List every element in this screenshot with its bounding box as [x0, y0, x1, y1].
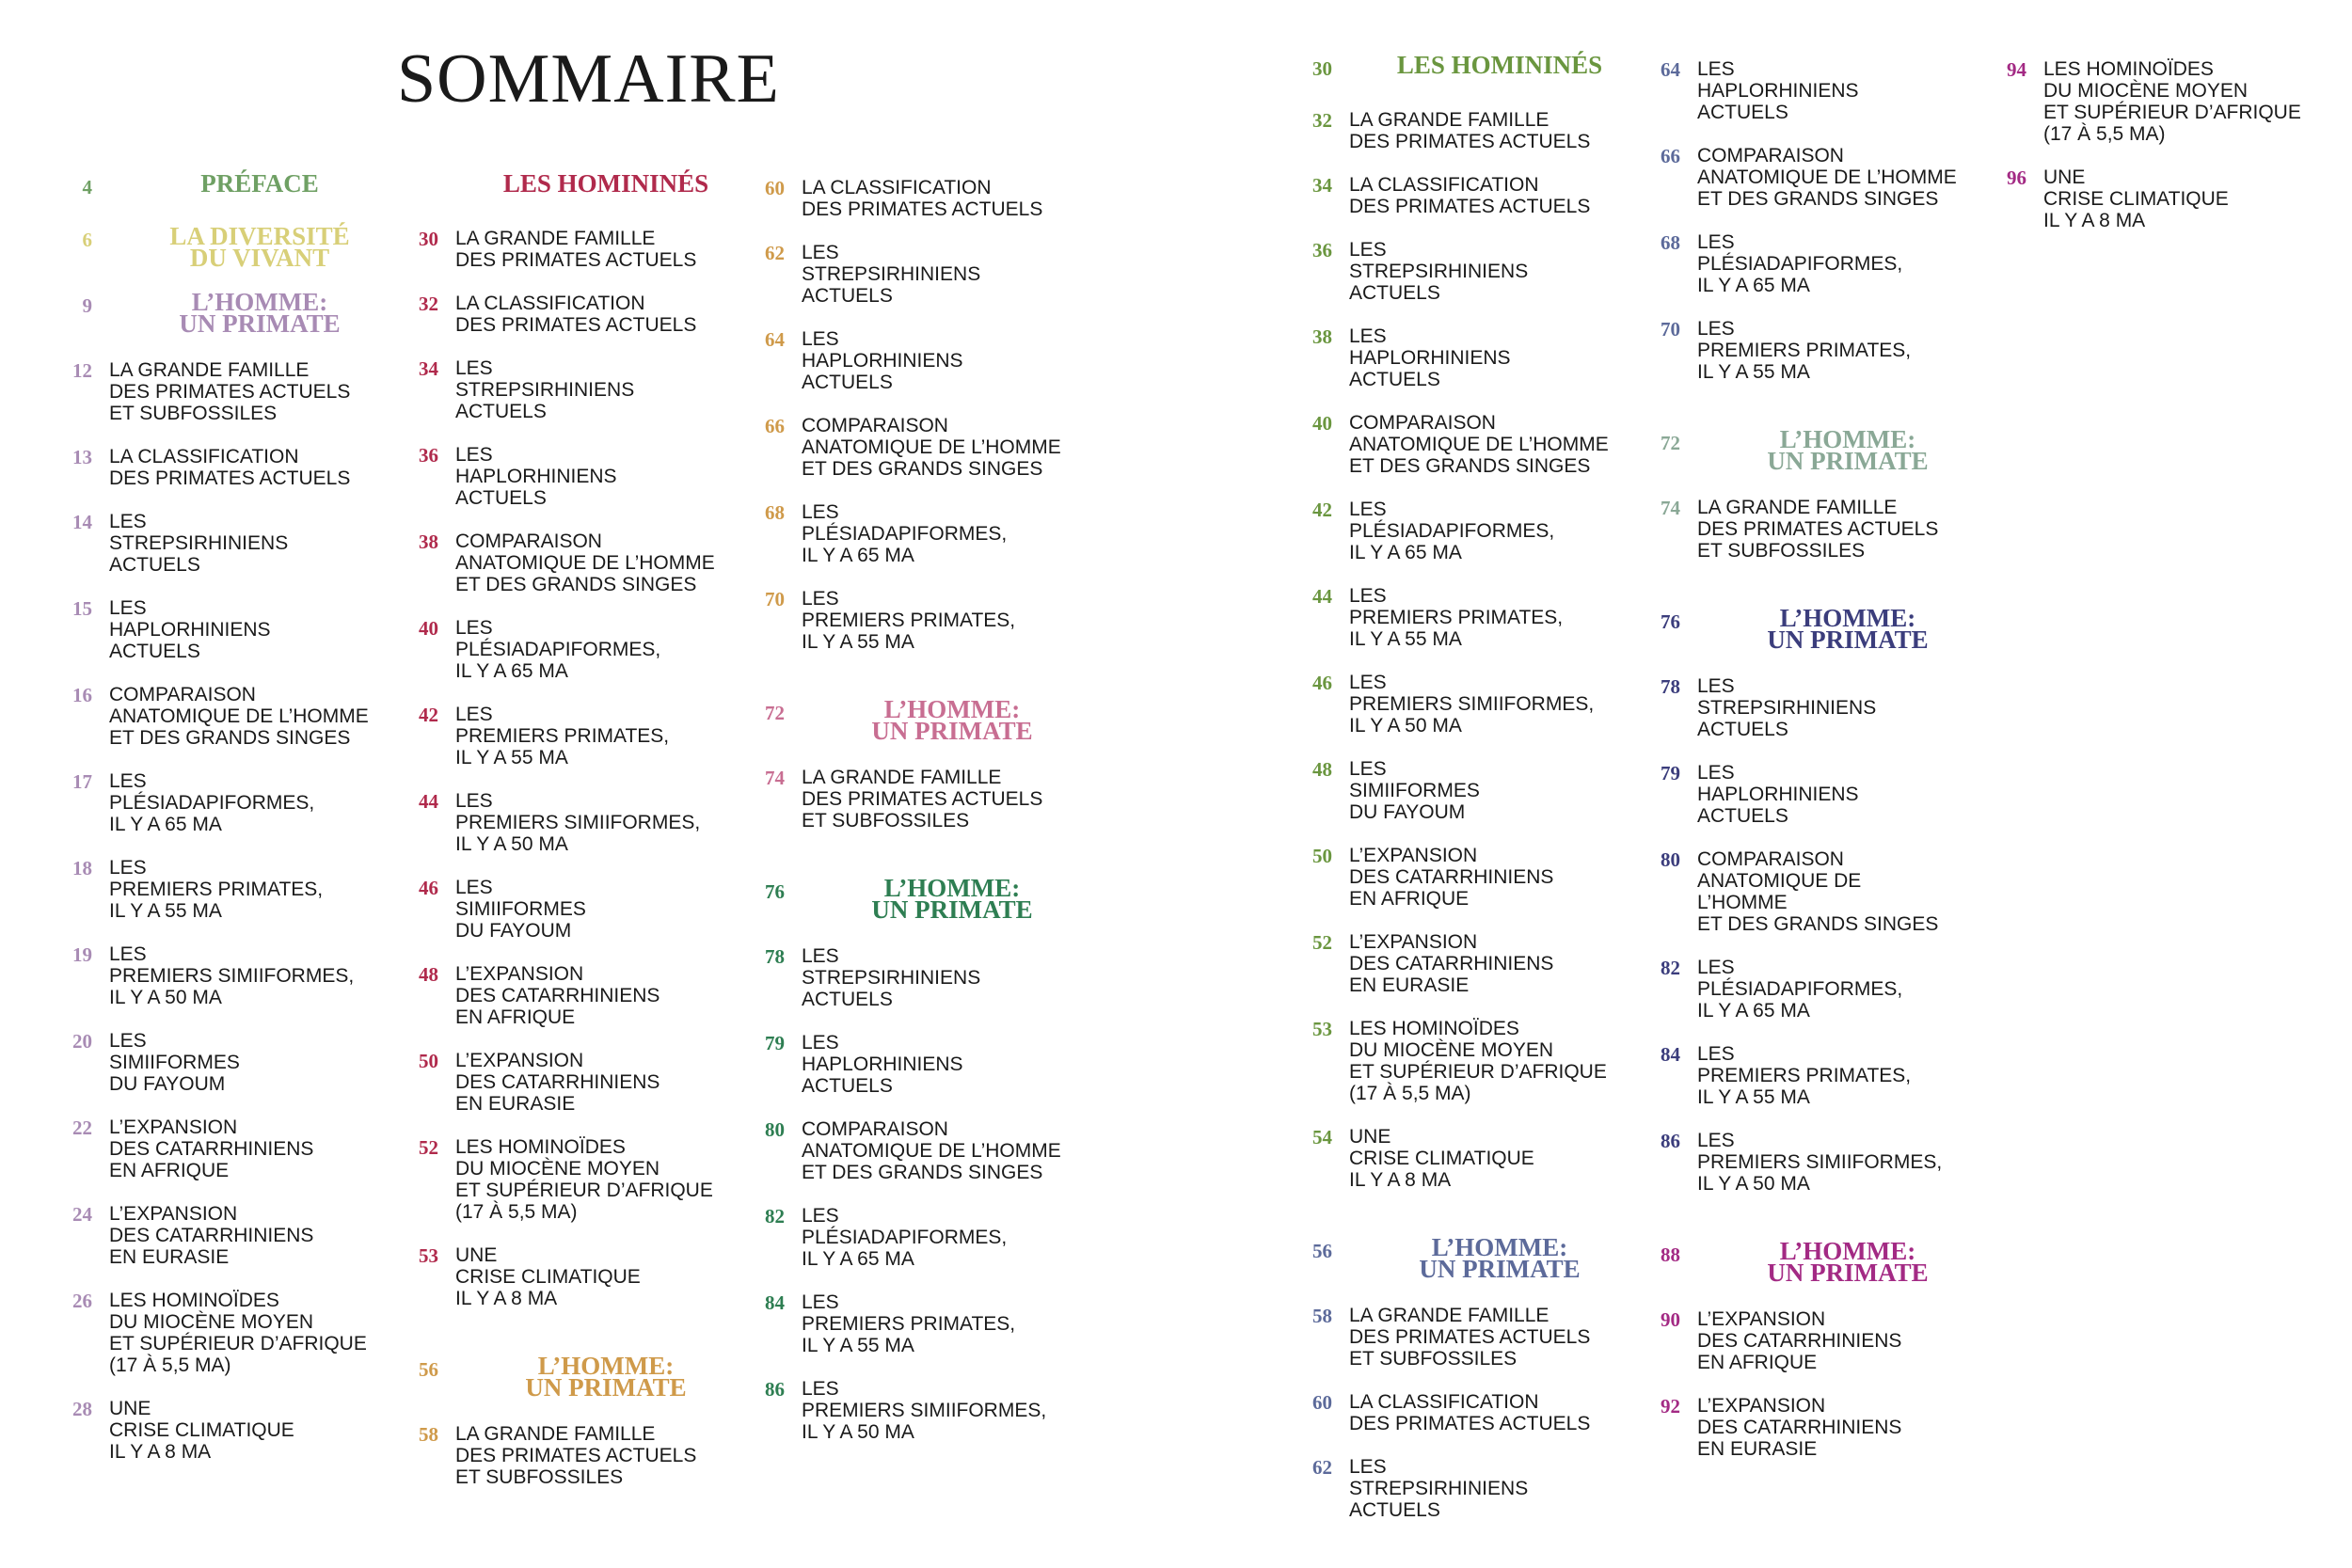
entry-title: LA GRANDE FAMILLE DES PRIMATES ACTUELS ET SUBFOSSILES — [1349, 1305, 1591, 1370]
entry-title: UNE CRISE CLIMATIQUE IL Y A 8 MA — [1349, 1126, 1534, 1191]
section-page-number: 76 — [765, 880, 785, 903]
entry-title: COMPARAISON ANATOMIQUE DE L’HOMME ET DES GRANDS SINGES — [109, 684, 369, 749]
entry-title: LES HOMINOÏDES DU MIOCÈNE MOYEN ET SUPÉRIEUR D’AFRIQUE (17 À 5,5 MA) — [109, 1290, 367, 1376]
entry-title: COMPARAISON ANATOMIQUE DE L’HOMME ET DES GRANDS SINGES — [802, 415, 1061, 480]
entry-page-number: 79 — [1661, 762, 1680, 784]
entry-page-number: 60 — [1312, 1391, 1332, 1414]
entry-page-number: 74 — [1661, 497, 1680, 519]
entry-title: COMPARAISON ANATOMIQUE DE L’HOMME ET DES GRANDS SINGES — [802, 1118, 1061, 1183]
entry-title: LES PREMIERS PRIMATES, IL Y A 55 MA — [109, 857, 324, 922]
entry-page-number: 46 — [419, 877, 438, 899]
entry-page-number: 14 — [72, 511, 92, 533]
entry-title: LES PREMIERS PRIMATES, IL Y A 55 MA — [1349, 585, 1564, 650]
entry-title: LES SIMIIFORMES DU FAYOUM — [109, 1030, 240, 1095]
section-title: LES HOMININÉS — [502, 169, 709, 198]
entry-page-number: 70 — [1661, 318, 1680, 341]
section-page-number: 56 — [1312, 1240, 1332, 1262]
section-page-number: 76 — [1661, 610, 1680, 633]
entry-title: LA GRANDE FAMILLE DES PRIMATES ACTUELS ET SUBFOSSILES — [455, 1423, 697, 1488]
entry-page-number: 79 — [765, 1032, 785, 1054]
entry-page-number: 34 — [419, 357, 438, 380]
entry-title: LES PREMIERS SIMIIFORMES, IL Y A 50 MA — [1697, 1130, 1943, 1195]
entry-title: LA CLASSIFICATION DES PRIMATES ACTUELS — [1349, 174, 1591, 217]
entry-page-number: 40 — [419, 617, 438, 640]
entry-page-number: 84 — [765, 1291, 785, 1314]
entry-title: LES HAPLORHINIENS ACTUELS — [1697, 762, 1859, 827]
entry-title: LES STREPSIRHINIENS ACTUELS — [1349, 1456, 1529, 1521]
entry-page-number: 64 — [765, 328, 785, 351]
entry-page-number: 80 — [1661, 848, 1680, 871]
entry-page-number: 78 — [1661, 675, 1680, 698]
entry-page-number: 38 — [1312, 325, 1332, 348]
entry-title: L’EXPANSION DES CATARRHINIENS EN AFRIQUE — [455, 963, 660, 1028]
entry-title: LES PREMIERS SIMIIFORMES, IL Y A 50 MA — [109, 943, 355, 1008]
section-page-number: 88 — [1661, 1243, 1680, 1266]
entry-page-number: 50 — [1312, 845, 1332, 867]
entry-page-number: 20 — [72, 1030, 92, 1053]
entry-title: LA GRANDE FAMILLE DES PRIMATES ACTUELS ET SUBFOSSILES — [1697, 497, 1939, 562]
entry-title: LES HOMINOÏDES DU MIOCÈNE MOYEN ET SUPÉRIEUR D’AFRIQUE (17 À 5,5 MA) — [1349, 1018, 1607, 1104]
entry-title: LA CLASSIFICATION DES PRIMATES ACTUELS — [455, 293, 697, 336]
entry-title: LES PREMIERS SIMIIFORMES, IL Y A 50 MA — [455, 790, 701, 855]
entry-title: LES STREPSIRHINIENS ACTUELS — [109, 511, 289, 576]
entry-page-number: 46 — [1312, 672, 1332, 694]
entry-page-number: 58 — [1312, 1305, 1332, 1327]
entry-page-number: 18 — [72, 857, 92, 879]
section-title: L’HOMME: UN PRIMATE — [1767, 425, 1929, 475]
entry-title: LES STREPSIRHINIENS ACTUELS — [802, 945, 981, 1010]
section-title: LA DIVERSITÉ DU VIVANT — [169, 222, 350, 272]
entry-title: LES HAPLORHINIENS ACTUELS — [1349, 325, 1511, 390]
entry-page-number: 48 — [419, 963, 438, 986]
entry-page-number: 52 — [419, 1136, 438, 1159]
entry-page-number: 66 — [765, 415, 785, 437]
entry-page-number: 84 — [1661, 1043, 1680, 1066]
entry-title: LA GRANDE FAMILLE DES PRIMATES ACTUELS ET SUBFOSSILES — [802, 767, 1043, 832]
section-title: L’HOMME: UN PRIMATE — [1767, 1237, 1929, 1287]
entry-title: LES SIMIIFORMES DU FAYOUM — [1349, 758, 1480, 823]
entry-page-number: 28 — [72, 1398, 92, 1420]
page-title: SOMMAIRE — [397, 40, 780, 118]
entry-title: LES SIMIIFORMES DU FAYOUM — [455, 877, 586, 942]
entry-page-number: 68 — [1661, 231, 1680, 254]
entry-title: LES HOMINOÏDES DU MIOCÈNE MOYEN ET SUPÉRIEUR D’AFRIQUE (17 À 5,5 MA) — [2043, 58, 2301, 145]
entry-page-number: 74 — [765, 767, 785, 789]
entry-page-number: 53 — [419, 1244, 438, 1267]
entry-page-number: 17 — [72, 770, 92, 793]
entry-page-number: 19 — [72, 943, 92, 966]
section-title: LES HOMININÉS — [1396, 51, 1603, 79]
entry-title: L’EXPANSION DES CATARRHINIENS EN EURASIE — [1349, 931, 1554, 996]
entry-page-number: 52 — [1312, 931, 1332, 954]
entry-title: LES PLÉSIADAPIFORMES, IL Y A 65 MA — [109, 770, 315, 835]
entry-title: LA CLASSIFICATION DES PRIMATES ACTUELS — [1349, 1391, 1591, 1434]
entry-page-number: 30 — [419, 228, 438, 250]
entry-title: LES STREPSIRHINIENS ACTUELS — [802, 242, 981, 307]
entry-title: LA GRANDE FAMILLE DES PRIMATES ACTUELS — [455, 228, 697, 271]
entry-title: L’EXPANSION DES CATARRHINIENS EN EURASIE — [109, 1203, 314, 1268]
entry-page-number: 26 — [72, 1290, 92, 1312]
entry-page-number: 64 — [1661, 58, 1680, 81]
entry-page-number: 32 — [419, 293, 438, 315]
entry-title: UNE CRISE CLIMATIQUE IL Y A 8 MA — [2043, 166, 2229, 231]
entry-page-number: 42 — [1312, 499, 1332, 521]
entry-title: COMPARAISON ANATOMIQUE DE L’HOMME ET DES GRANDS SINGES — [1349, 412, 1609, 477]
entry-title: LES PLÉSIADAPIFORMES, IL Y A 65 MA — [802, 501, 1008, 566]
entry-title: LES PREMIERS PRIMATES, IL Y A 55 MA — [802, 1291, 1016, 1356]
entry-title: LES HAPLORHINIENS ACTUELS — [109, 597, 271, 662]
entry-page-number: 80 — [765, 1118, 785, 1141]
entry-page-number: 96 — [2007, 166, 2026, 189]
entry-page-number: 42 — [419, 704, 438, 726]
entry-page-number: 32 — [1312, 109, 1332, 132]
entry-page-number: 40 — [1312, 412, 1332, 435]
entry-page-number: 24 — [72, 1203, 92, 1226]
entry-title: L’EXPANSION DES CATARRHINIENS EN AFRIQUE — [1349, 845, 1554, 910]
entry-page-number: 82 — [1661, 957, 1680, 979]
entry-title: LES STREPSIRHINIENS ACTUELS — [1697, 675, 1877, 740]
entry-title: LES PREMIERS PRIMATES, IL Y A 55 MA — [802, 588, 1016, 653]
entry-title: LA CLASSIFICATION DES PRIMATES ACTUELS — [802, 177, 1043, 220]
entry-page-number: 34 — [1312, 174, 1332, 197]
entry-page-number: 58 — [419, 1423, 438, 1446]
entry-page-number: 94 — [2007, 58, 2026, 81]
entry-title: LES PLÉSIADAPIFORMES, IL Y A 65 MA — [1697, 231, 1903, 296]
entry-title: LES PREMIERS SIMIIFORMES, IL Y A 50 MA — [802, 1378, 1047, 1443]
entry-title: LES HAPLORHINIENS ACTUELS — [1697, 58, 1859, 123]
section-page-number: 56 — [419, 1358, 438, 1381]
entry-title: COMPARAISON ANATOMIQUE DE L’HOMME ET DES GRANDS SINGES — [1697, 848, 1939, 935]
entry-title: LES PLÉSIADAPIFORMES, IL Y A 65 MA — [455, 617, 661, 682]
entry-page-number: 44 — [1312, 585, 1332, 608]
entry-page-number: 44 — [419, 790, 438, 813]
entry-title: LES PREMIERS SIMIIFORMES, IL Y A 50 MA — [1349, 672, 1595, 736]
entry-page-number: 13 — [72, 446, 92, 468]
entry-page-number: 62 — [765, 242, 785, 264]
section-title: L’HOMME: UN PRIMATE — [1419, 1233, 1581, 1283]
section-title: L’HOMME: UN PRIMATE — [871, 695, 1033, 745]
entry-title: LES STREPSIRHINIENS ACTUELS — [455, 357, 635, 422]
entry-title: COMPARAISON ANATOMIQUE DE L’HOMME ET DES GRANDS SINGES — [1697, 145, 1957, 210]
section-title: L’HOMME: UN PRIMATE — [179, 288, 341, 338]
entry-page-number: 60 — [765, 177, 785, 199]
entry-title: LES PREMIERS PRIMATES, IL Y A 55 MA — [1697, 1043, 1912, 1108]
section-title: L’HOMME: UN PRIMATE — [525, 1352, 687, 1402]
entry-page-number: 90 — [1661, 1308, 1680, 1331]
section-title: L’HOMME: UN PRIMATE — [1767, 604, 1929, 654]
section-page-number: 6 — [82, 229, 92, 251]
section-title: PRÉFACE — [200, 169, 319, 198]
entry-page-number: 15 — [72, 597, 92, 620]
entry-page-number: 16 — [72, 684, 92, 706]
entry-page-number: 53 — [1312, 1018, 1332, 1040]
entry-title: LA GRANDE FAMILLE DES PRIMATES ACTUELS — [1349, 109, 1591, 152]
entry-page-number: 86 — [765, 1378, 785, 1401]
section-page-number: 30 — [1312, 57, 1332, 80]
entry-page-number: 86 — [1661, 1130, 1680, 1152]
entry-title: L’EXPANSION DES CATARRHINIENS EN EURASIE — [1697, 1395, 1902, 1460]
entry-title: LES PREMIERS PRIMATES, IL Y A 55 MA — [1697, 318, 1912, 383]
entry-title: LES PREMIERS PRIMATES, IL Y A 55 MA — [455, 704, 670, 768]
entry-title: L’EXPANSION DES CATARRHINIENS EN EURASIE — [455, 1050, 660, 1115]
entry-page-number: 36 — [1312, 239, 1332, 261]
entry-title: LES PLÉSIADAPIFORMES, IL Y A 65 MA — [1697, 957, 1903, 1022]
section-page-number: 72 — [765, 702, 785, 724]
entry-page-number: 92 — [1661, 1395, 1680, 1418]
entry-title: LES PLÉSIADAPIFORMES, IL Y A 65 MA — [1349, 499, 1555, 563]
entry-page-number: 36 — [419, 444, 438, 467]
entry-title: LA CLASSIFICATION DES PRIMATES ACTUELS — [109, 446, 351, 489]
section-page-number: 9 — [82, 294, 92, 317]
section-title: L’HOMME: UN PRIMATE — [871, 874, 1033, 924]
entry-title: LES STREPSIRHINIENS ACTUELS — [1349, 239, 1529, 304]
entry-title: LES HOMINOÏDES DU MIOCÈNE MOYEN ET SUPÉRIEUR D’AFRIQUE (17 À 5,5 MA) — [455, 1136, 713, 1223]
entry-page-number: 38 — [419, 531, 438, 553]
entry-page-number: 54 — [1312, 1126, 1332, 1148]
entry-title: LES HAPLORHINIENS ACTUELS — [455, 444, 617, 509]
entry-page-number: 66 — [1661, 145, 1680, 167]
entry-page-number: 82 — [765, 1205, 785, 1227]
entry-page-number: 70 — [765, 588, 785, 610]
entry-title: L’EXPANSION DES CATARRHINIENS EN AFRIQUE — [1697, 1308, 1902, 1373]
entry-title: LA GRANDE FAMILLE DES PRIMATES ACTUELS ET SUBFOSSILES — [109, 359, 351, 424]
entry-title: COMPARAISON ANATOMIQUE DE L’HOMME ET DES GRANDS SINGES — [455, 531, 715, 595]
entry-page-number: 48 — [1312, 758, 1332, 781]
entry-title: UNE CRISE CLIMATIQUE IL Y A 8 MA — [455, 1244, 641, 1309]
section-page-number: 72 — [1661, 432, 1680, 454]
entry-page-number: 22 — [72, 1117, 92, 1139]
entry-page-number: 50 — [419, 1050, 438, 1072]
entry-title: LES HAPLORHINIENS ACTUELS — [802, 328, 963, 393]
entry-page-number: 68 — [765, 501, 785, 524]
entry-title: L’EXPANSION DES CATARRHINIENS EN AFRIQUE — [109, 1117, 314, 1181]
entry-title: LES HAPLORHINIENS ACTUELS — [802, 1032, 963, 1097]
entry-title: LES PLÉSIADAPIFORMES, IL Y A 65 MA — [802, 1205, 1008, 1270]
entry-title: UNE CRISE CLIMATIQUE IL Y A 8 MA — [109, 1398, 294, 1463]
entry-page-number: 12 — [72, 359, 92, 382]
section-page-number: 4 — [82, 176, 92, 198]
entry-page-number: 62 — [1312, 1456, 1332, 1479]
entry-page-number: 78 — [765, 945, 785, 968]
